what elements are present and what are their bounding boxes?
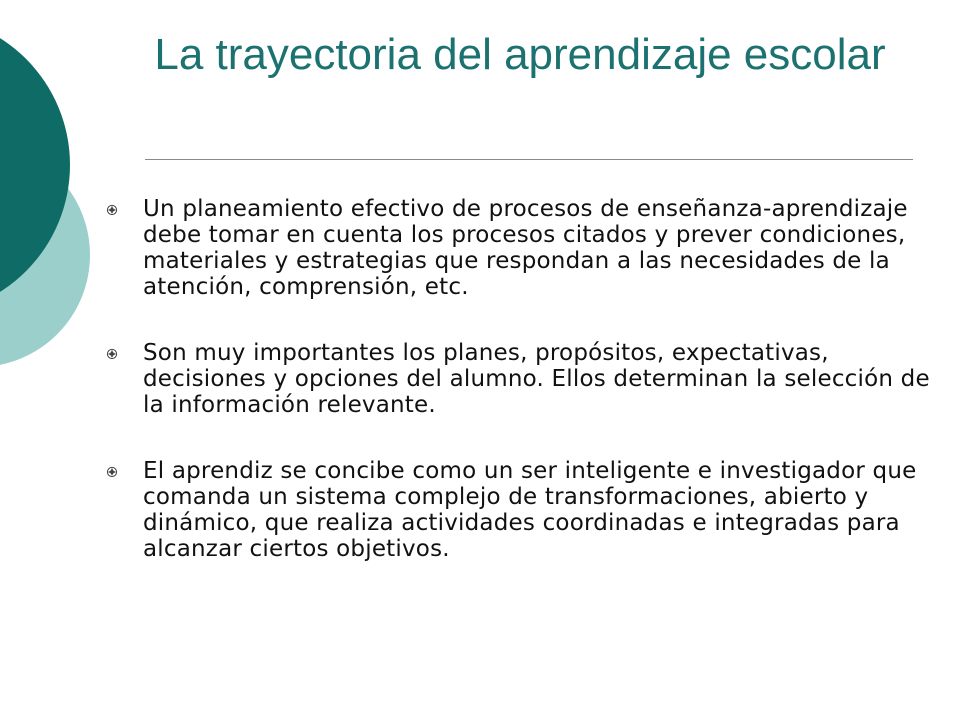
slide-title: La trayectoria del aprendizaje escolar <box>154 30 886 79</box>
sun-star-icon <box>106 466 118 478</box>
bullet-item <box>100 196 940 300</box>
title-divider <box>145 159 913 160</box>
bullet-text: Un planeamiento efectivo de procesos de enseñanza-aprendizaje debe tomar en cuenta los procesos citados y prever condiciones, materiales y estrategias que respondan a las necesidades de la atención, comprensión, etc. <box>143 196 908 300</box>
sun-star-icon <box>106 204 118 216</box>
bullet-list <box>100 196 940 562</box>
bullet-text: Son muy importantes los planes, propósitos, expectativas, decisiones y opciones del alumno. Ellos determinan la selección de la información relevante. <box>143 340 930 418</box>
bullet-item <box>100 458 940 562</box>
bullet-text: El aprendiz se concibe como un ser inteligente e investigador que comanda un sistema complejo de transformaciones, abierto y dinámico, que realiza actividades coordinadas e integradas para alcanzar ciertos objetivos. <box>143 458 917 562</box>
bullet-item <box>100 340 940 418</box>
sun-star-icon <box>106 348 118 360</box>
